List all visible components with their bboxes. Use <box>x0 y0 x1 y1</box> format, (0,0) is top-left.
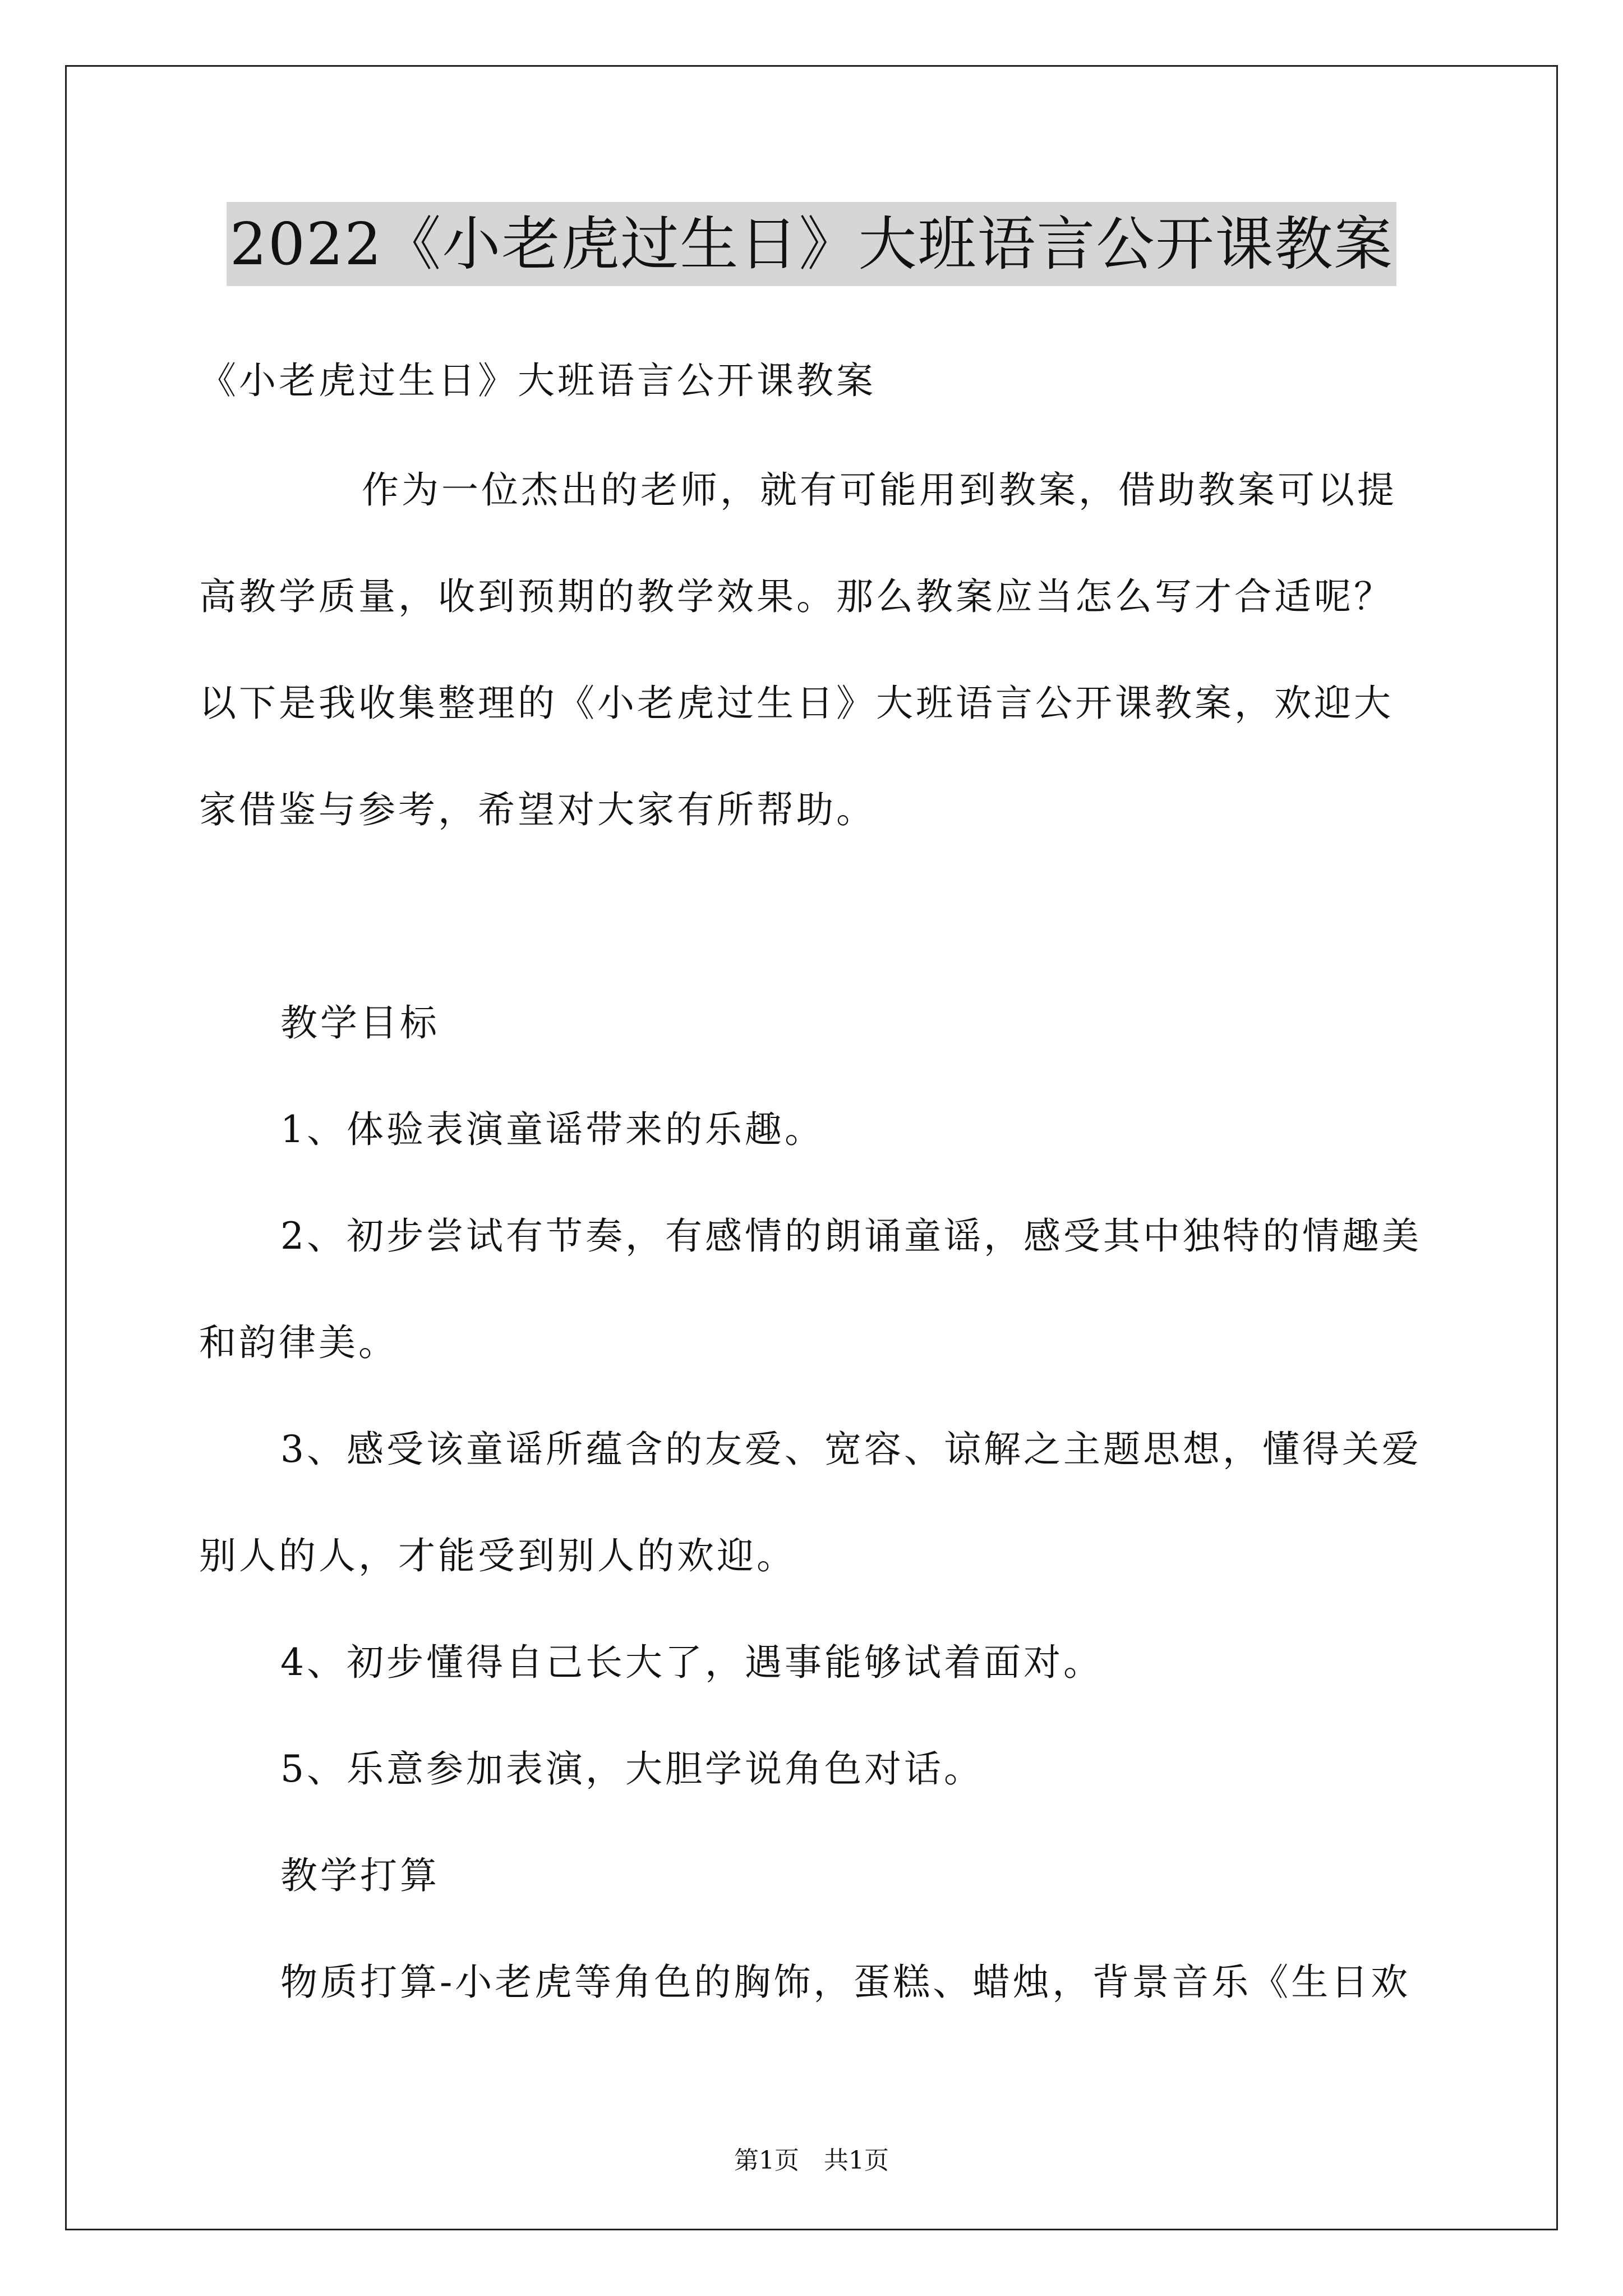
paragraph-line: 高教学质量，收到预期的教学效果。那么教案应当怎么写才合适呢？ <box>199 575 1394 618</box>
section-heading: 教学打算 <box>280 1854 440 1897</box>
list-item: 5、乐意参加表演，大胆学说角色对话。 <box>280 1747 984 1791</box>
list-item: 1、体验表演童谣带来的乐趣。 <box>280 1108 824 1151</box>
list-item-continuation: 和韵律美。 <box>199 1321 398 1364</box>
page-number-footer: 第1页 共1页 <box>734 2146 889 2175</box>
paragraph-line: 以下是我收集整理的《小老虎过生日》大班语言公开课教案，欢迎大 <box>199 682 1394 725</box>
list-item: 3、感受该童谣所蕴含的友爱、宽容、谅解之主题思想，懂得关爱 <box>280 1428 1422 1471</box>
paragraph-line: 物质打算-小老虎等角色的胸饰，蛋糕、蜡烛，背景音乐《生日欢 <box>280 1961 1411 2004</box>
subtitle-line: 《小老虎过生日》大班语言公开课教案 <box>199 359 876 402</box>
document-title: 2022《小老虎过生日》大班语言公开课教案 <box>227 202 1397 286</box>
section-heading: 教学目标 <box>280 1001 440 1045</box>
paragraph-line: 家借鉴与参考，希望对大家有所帮助。 <box>199 788 876 831</box>
title-container <box>0 202 1623 286</box>
list-item-continuation: 别人的人，才能受到别人的欢迎。 <box>199 1534 796 1577</box>
list-item: 4、初步懂得自己长大了，遇事能够试着面对。 <box>280 1641 1103 1684</box>
paragraph-line: 作为一位杰出的老师，就有可能用到教案，借助教案可以提 <box>362 468 1397 512</box>
list-item: 2、初步尝试有节奏，有感情的朗诵童谣，感受其中独特的情趣美 <box>280 1214 1422 1258</box>
